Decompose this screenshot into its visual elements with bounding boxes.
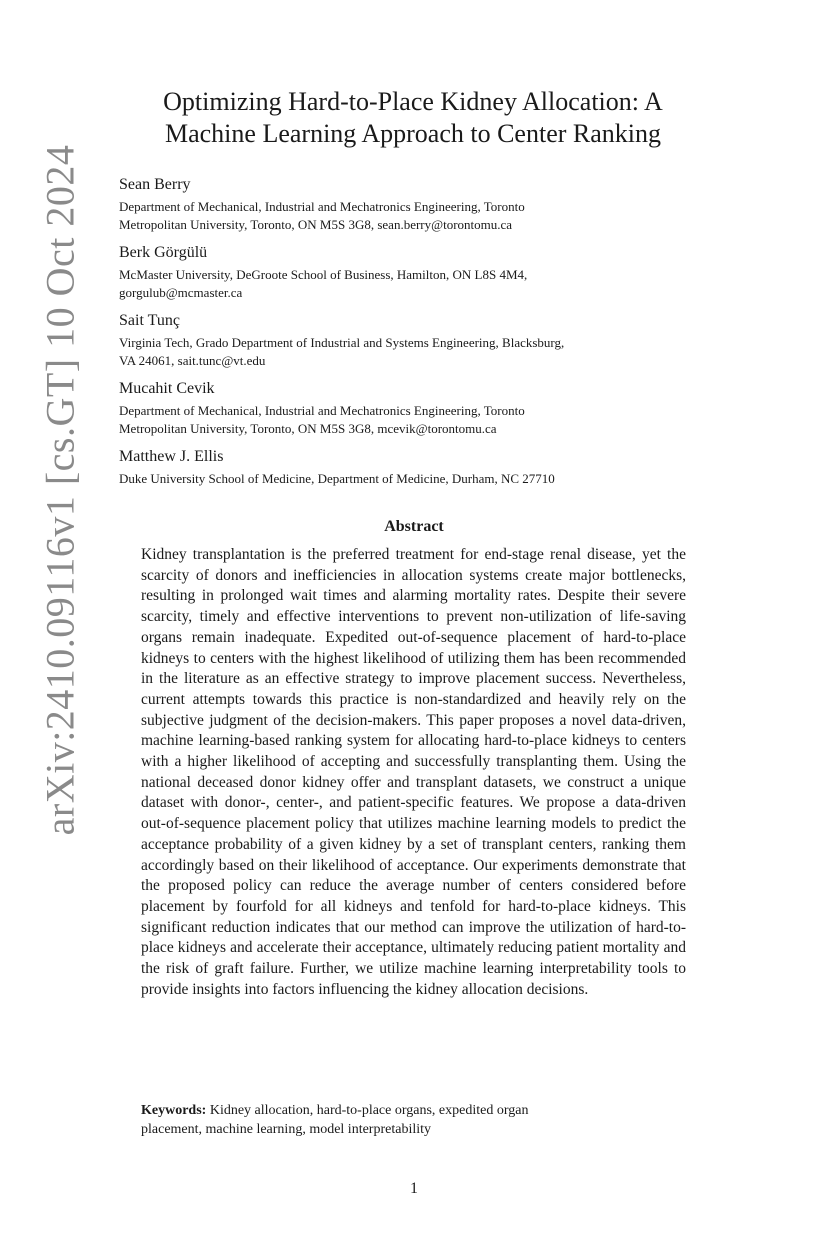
author-affiliation: [119, 470, 699, 488]
author-name: Berk Görgülü: [119, 244, 208, 261]
author-name: Sean Berry: [119, 176, 191, 193]
author-name: Matthew J. Ellis: [119, 448, 224, 465]
keywords-line-1: Kidney allocation, hard-to-place organs, expedited organ: [209, 1103, 529, 1118]
affiliation-line: Department of Mechanical, Industrial and Mechatronics Engineering, Toronto: [119, 403, 525, 418]
author-block: [119, 242, 699, 302]
author-block: [119, 378, 699, 438]
title-line-2: Machine Learning Approach to Center Ranking: [164, 119, 662, 148]
page-number: 1: [410, 1180, 418, 1197]
affiliation-line: VA 24061, sait.tunc@vt.edu: [119, 353, 266, 368]
title-line-1: Optimizing Hard-to-Place Kidney Allocation: A: [163, 87, 663, 116]
affiliation-line: Duke University School of Medicine, Department of Medicine, Durham, NC 27710: [119, 471, 555, 486]
keywords-label: Keywords:: [141, 1103, 207, 1118]
author-name: Sait Tunç: [119, 312, 180, 329]
author-affiliation: [119, 266, 699, 302]
author-name: Mucahit Cevik: [119, 380, 215, 397]
paper-title: [110, 86, 716, 150]
affiliation-line: Virginia Tech, Grado Department of Industrial and Systems Engineering, Blacksburg,: [119, 335, 565, 350]
author-list: [119, 174, 699, 496]
author-affiliation: [119, 198, 699, 234]
author-block: [119, 174, 699, 234]
arxiv-identifier: arXiv:2410.09116v1 [cs.GT] 10 Oct 2024: [37, 144, 83, 836]
abstract-heading: Abstract: [384, 518, 444, 535]
affiliation-line: Metropolitan University, Toronto, ON M5S 3G8, mcevik@torontomu.ca: [119, 421, 497, 436]
affiliation-line: gorgulub@mcmaster.ca: [119, 285, 243, 300]
affiliation-line: Department of Mechanical, Industrial and Mechatronics Engineering, Toronto: [119, 199, 525, 214]
abstract-text: Kidney transplantation is the preferred treatment for end-stage renal disease, yet the scarcity of donors and inefficiencies in allocation systems create major bottlenecks, resulting in prolonged wait times and alarming mortality rates. Despite their severe scarcity, timely and effective interventions to prevent non-utilization of life-saving organs remain inadequate. Expedited out-of-sequence placement of hard-to-place kidneys to centers with the highest likelihood of utilizing them has been recommended in the literature as an effective strategy to improve placement success. Nevertheless, current attempts towards this practice is non-standardized and heavily rely on the subjective judgment of the decision-makers. This paper proposes a novel data-driven, machine learning-based ranking system for allocating hard-to-place kidneys to centers with a higher likelihood of accepting and successfully transplanting them. Using the national deceased donor kidney offer and transplant datasets, we construct a unique dataset with donor-, center-, and patient-specific features. We propose a data-driven out-of-sequence placement policy that utilizes machine learning models to predict the acceptance probability of a given kidney by a set of transplant centers, ranking them accordingly based on their likelihood of acceptance. Our experiments demonstrate that the proposed policy can reduce the average number of centers considered before placement by fourfold for all kidneys and tenfold for hard-to-place kidneys. This significant reduction indicates that our method can improve the utilization of hard-to-place kidneys and accelerate their acceptance, ultimately reducing patient mortality and the risk of graft failure. Further, we utilize machine learning interpretability tools to provide insights into factors influencing the kidney allocation decisions.: [141, 546, 686, 998]
author-affiliation: [119, 334, 699, 370]
author-block: [119, 310, 699, 370]
author-block: [119, 446, 699, 488]
affiliation-line: Metropolitan University, Toronto, ON M5S 3G8, sean.berry@torontomu.ca: [119, 217, 513, 232]
keywords: [141, 1101, 686, 1139]
author-affiliation: [119, 402, 699, 438]
keywords-line-2: placement, machine learning, model interpretability: [141, 1122, 432, 1137]
affiliation-line: McMaster University, DeGroote School of Business, Hamilton, ON L8S 4M4,: [119, 267, 528, 282]
